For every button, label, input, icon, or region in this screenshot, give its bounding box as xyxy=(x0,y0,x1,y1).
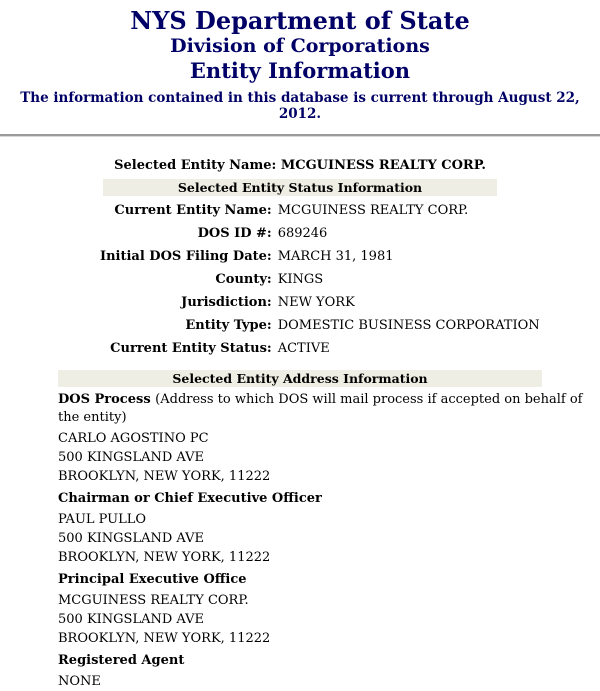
dos-process-title: DOS Process xyxy=(58,392,151,407)
status-value: ACTIVE xyxy=(277,341,330,356)
address-line: PAUL PULLO xyxy=(58,512,147,527)
status-row-jurisdiction xyxy=(97,291,543,314)
address-line: CARLO AGOSTINO PC xyxy=(58,431,209,446)
status-section-heading: Selected Entity Status Information xyxy=(103,179,497,196)
address-line: 500 KINGSLAND AVE xyxy=(58,612,205,627)
status-value: MCGUINESS REALTY CORP. xyxy=(277,203,469,218)
status-row-dos-id xyxy=(97,222,543,245)
status-label: County: xyxy=(215,272,272,287)
registered-agent-address xyxy=(58,672,600,691)
address-line: 500 KINGSLAND AVE xyxy=(58,531,205,546)
entity-status-table xyxy=(97,199,543,360)
dos-process-note: (Address to which DOS will mail process if accepted on behalf of the entity) xyxy=(58,392,583,425)
database-currency-notice: The information contained in this database is current through August 22, 2012. xyxy=(20,90,580,122)
selected-entity-label: Selected Entity Name: xyxy=(114,158,277,173)
status-label: Entity Type: xyxy=(185,318,272,333)
registered-agent-title: Registered Agent xyxy=(58,653,185,668)
ceo-title: Chairman or Chief Executive Officer xyxy=(58,491,322,506)
ceo-address xyxy=(58,510,600,567)
dos-process-address xyxy=(58,429,600,486)
address-line: BROOKLYN, NEW YORK, 11222 xyxy=(58,550,271,565)
status-label: Current Entity Name: xyxy=(114,203,272,218)
status-value: 689246 xyxy=(277,226,328,241)
status-label: Initial DOS Filing Date: xyxy=(100,249,272,264)
status-row-filing-date xyxy=(97,245,543,268)
address-section-heading: Selected Entity Address Information xyxy=(58,370,542,387)
address-line: BROOKLYN, NEW YORK, 11222 xyxy=(58,631,271,646)
status-value: NEW YORK xyxy=(277,295,355,310)
page-title: NYS Department of State xyxy=(130,6,470,35)
address-line: NONE xyxy=(58,674,101,689)
status-label: DOS ID #: xyxy=(197,226,272,241)
page-header xyxy=(0,0,600,122)
address-line: 500 KINGSLAND AVE xyxy=(58,450,205,465)
selected-entity-value: MCGUINESS REALTY CORP. xyxy=(280,158,486,173)
division-title: Division of Corporations xyxy=(170,35,430,57)
address-line: MCGUINESS REALTY CORP. xyxy=(58,593,249,608)
status-value: KINGS xyxy=(277,272,324,287)
status-row-entity-type xyxy=(97,314,543,337)
status-label: Jurisdiction: xyxy=(181,295,272,310)
status-row-current-name xyxy=(97,199,543,222)
status-value: MARCH 31, 1981 xyxy=(277,249,394,264)
status-row-county xyxy=(97,268,543,291)
status-label: Current Entity Status: xyxy=(110,341,272,356)
address-line: BROOKLYN, NEW YORK, 11222 xyxy=(58,469,271,484)
principal-office-address xyxy=(58,591,600,648)
status-value: DOMESTIC BUSINESS CORPORATION xyxy=(277,318,540,333)
principal-office-title: Principal Executive Office xyxy=(58,572,247,587)
selected-entity-name xyxy=(0,157,600,175)
dos-process-heading xyxy=(58,391,600,427)
address-section xyxy=(58,391,600,691)
status-row-entity-status xyxy=(97,337,543,360)
header-divider xyxy=(0,134,600,137)
entity-information-title: Entity Information xyxy=(189,58,411,83)
